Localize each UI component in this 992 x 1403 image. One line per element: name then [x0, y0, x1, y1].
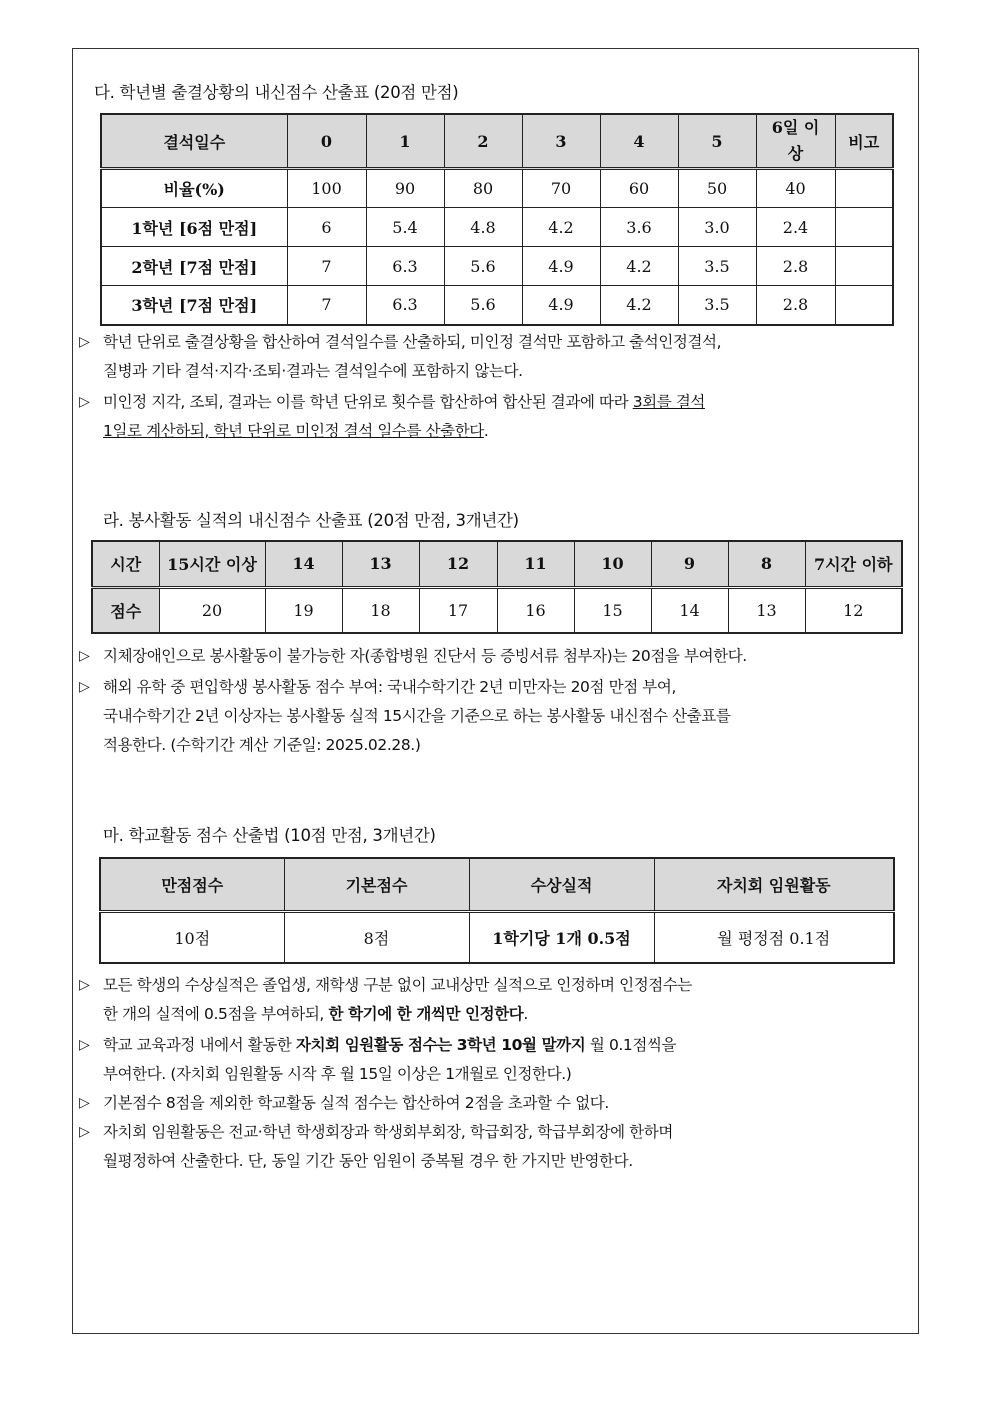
volunteer-score-table	[91, 540, 903, 634]
header-cell: 9	[651, 541, 728, 587]
row-label: 2학년 [7점 만점]	[101, 247, 287, 286]
table-cell: 20	[159, 587, 265, 633]
note-text: 미인정 지각, 조퇴, 결과는 이를 학년 단위로 횟수를 합산하여 합산된 결과에 따라	[103, 393, 633, 411]
table-cell: 3.0	[678, 208, 756, 247]
triangle-marker-icon: ▷	[79, 1037, 90, 1053]
table-row	[100, 911, 894, 963]
table-cell: 13	[728, 587, 805, 633]
header-cell: 3	[522, 114, 600, 169]
table-cell: 6	[287, 208, 366, 247]
table-cell: 100	[287, 169, 366, 208]
table-row	[92, 587, 902, 633]
table-cell: 4.8	[444, 208, 522, 247]
header-cell: 기본점수	[284, 858, 469, 911]
header-cell: 12	[419, 541, 497, 587]
triangle-marker-icon: ▷	[79, 679, 90, 695]
header-cell: 4	[600, 114, 678, 169]
table-row	[101, 169, 893, 208]
table-row	[101, 208, 893, 247]
note-line: 질병과 기타 결석·지각·조퇴·결과는 결석일수에 포함하지 않는다.	[103, 362, 523, 380]
header-cell: 14	[265, 541, 342, 587]
table-cell: 7	[287, 286, 366, 325]
row-label: 점수	[92, 587, 159, 633]
table-cell: 5.6	[444, 286, 522, 325]
header-cell: 10	[574, 541, 651, 587]
table-cell	[835, 169, 893, 208]
table-row	[101, 247, 893, 286]
header-cell: 결석일수	[101, 114, 287, 169]
note-line: 자치회 임원활동은 전교·학년 학생회장과 학생회부회장, 학급회장, 학급부회장에 한하며	[103, 1123, 673, 1141]
table-cell: 5.4	[366, 208, 444, 247]
note-text: 월 0.1점씩을	[585, 1036, 677, 1054]
table-cell: 14	[651, 587, 728, 633]
table-cell: 1학기당 1개 0.5점	[469, 911, 654, 963]
header-cell: 15시간 이상	[159, 541, 265, 587]
note-line: 학년 단위로 출결상황을 합산하여 결석일수를 산출하되, 미인정 결석만 포함하고 출석인정결석,	[103, 333, 722, 351]
header-cell: 1	[366, 114, 444, 169]
triangle-marker-icon: ▷	[79, 394, 90, 410]
table-cell: 6.3	[366, 286, 444, 325]
header-cell: 만점점수	[100, 858, 284, 911]
row-label: 비율(%)	[101, 169, 287, 208]
note-line: 기본점수 8점을 제외한 학교활동 실적 점수는 합산하여 2점을 초과할 수 없다.	[103, 1094, 609, 1112]
table-cell: 4.2	[600, 247, 678, 286]
table-cell: 4.9	[522, 247, 600, 286]
note-item	[79, 1118, 673, 1176]
section-ma-title: 마. 학교활동 점수 산출법 (10점 만점, 3개년간)	[103, 826, 436, 845]
table-header-row	[92, 541, 902, 587]
triangle-marker-icon: ▷	[79, 648, 90, 664]
note-item	[79, 642, 747, 671]
table-cell	[835, 208, 893, 247]
header-cell: 자치회 임원활동	[654, 858, 894, 911]
note-line: 적용한다. (수학기간 계산 기준일: 2025.02.28.)	[103, 736, 421, 754]
table-cell: 40	[756, 169, 835, 208]
table-row	[101, 286, 893, 325]
table-cell: 50	[678, 169, 756, 208]
table-cell: 19	[265, 587, 342, 633]
table-cell: 6.3	[366, 247, 444, 286]
table-cell: 2.8	[756, 286, 835, 325]
header-cell: 시간	[92, 541, 159, 587]
note-line: 모든 학생의 수상실적은 졸업생, 재학생 구분 없이 교내상만 실적으로 인정하며 인정점수는	[103, 976, 693, 994]
note-item	[79, 971, 693, 1029]
triangle-marker-icon: ▷	[79, 977, 90, 993]
table-cell: 70	[522, 169, 600, 208]
table-cell: 4.9	[522, 286, 600, 325]
note-item	[79, 1089, 609, 1118]
header-cell: 13	[342, 541, 419, 587]
table-cell: 90	[366, 169, 444, 208]
table-cell: 80	[444, 169, 522, 208]
section-ra-title: 라. 봉사활동 실적의 내신점수 산출표 (20점 만점, 3개년간)	[103, 511, 519, 530]
table-cell: 2.4	[756, 208, 835, 247]
header-cell: 11	[497, 541, 574, 587]
table-cell: 5.6	[444, 247, 522, 286]
note-line: 국내수학기간 2년 이상자는 봉사활동 실적 15시간을 기준으로 하는 봉사활동 내신점수 산출표를	[103, 707, 731, 725]
header-cell: 0	[287, 114, 366, 169]
table-cell: 8점	[284, 911, 469, 963]
attendance-score-table	[100, 113, 894, 326]
table-cell: 18	[342, 587, 419, 633]
header-cell: 2	[444, 114, 522, 169]
note-text: 한 개의 실적에 0.5점을 부여하되,	[103, 1005, 329, 1023]
note-text: 학교 교육과정 내에서 활동한	[103, 1036, 296, 1054]
header-cell: 5	[678, 114, 756, 169]
note-line: 해외 유학 중 편입학생 봉사활동 점수 부여: 국내수학기간 2년 미만자는 20점 만점 부여,	[103, 678, 676, 696]
triangle-marker-icon: ▷	[79, 334, 90, 350]
note-underlined-text: 1일로 계산하되, 학년 단위로 미인정 결석 일수를 산출한다	[103, 422, 484, 440]
table-cell: 2.8	[756, 247, 835, 286]
note-text: .	[483, 422, 489, 440]
table-cell	[835, 247, 893, 286]
school-activity-table	[99, 857, 895, 964]
note-item	[79, 673, 731, 760]
table-cell: 16	[497, 587, 574, 633]
triangle-marker-icon: ▷	[79, 1095, 90, 1111]
table-cell: 10점	[100, 911, 284, 963]
table-header-row	[101, 114, 893, 169]
table-header-row	[100, 858, 894, 911]
table-cell: 15	[574, 587, 651, 633]
table-cell: 60	[600, 169, 678, 208]
note-text: .	[523, 1005, 528, 1023]
row-label: 3학년 [7점 만점]	[101, 286, 287, 325]
triangle-marker-icon: ▷	[79, 1124, 90, 1140]
header-cell: 6일 이상	[756, 114, 835, 169]
note-bold-text: 자치회 임원활동 점수는 3학년 10월 말까지	[296, 1036, 586, 1054]
note-line: 부여한다. (자치회 임원활동 시작 후 월 15일 이상은 1개월로 인정한다.)	[103, 1065, 572, 1083]
note-item	[79, 388, 705, 446]
header-cell: 비고	[835, 114, 893, 169]
note-underlined-text: 3회를 결석	[632, 393, 705, 411]
note-item	[79, 1031, 677, 1089]
note-item	[79, 328, 722, 386]
table-cell: 월 평정점 0.1점	[654, 911, 894, 963]
header-cell: 7시간 이하	[805, 541, 902, 587]
note-line: 지체장애인으로 봉사활동이 불가능한 자(종합병원 진단서 등 증빙서류 첨부자)는 20점을 부여한다.	[103, 647, 747, 665]
note-bold-text: 한 학기에 한 개씩만 인정한다	[328, 1005, 524, 1023]
row-label: 1학년 [6점 만점]	[101, 208, 287, 247]
table-cell: 4.2	[600, 286, 678, 325]
table-cell: 4.2	[522, 208, 600, 247]
note-line: 월평정하여 산출한다. 단, 동일 기간 동안 임원이 중복될 경우 한 가지만 반영한다.	[103, 1152, 633, 1170]
header-cell: 8	[728, 541, 805, 587]
header-cell: 수상실적	[469, 858, 654, 911]
table-cell: 7	[287, 247, 366, 286]
table-cell: 3.6	[600, 208, 678, 247]
table-cell: 3.5	[678, 286, 756, 325]
table-cell: 17	[419, 587, 497, 633]
table-cell: 12	[805, 587, 902, 633]
section-da-title: 다. 학년별 출결상황의 내신점수 산출표 (20점 만점)	[94, 83, 459, 102]
table-cell	[835, 286, 893, 325]
table-cell: 3.5	[678, 247, 756, 286]
